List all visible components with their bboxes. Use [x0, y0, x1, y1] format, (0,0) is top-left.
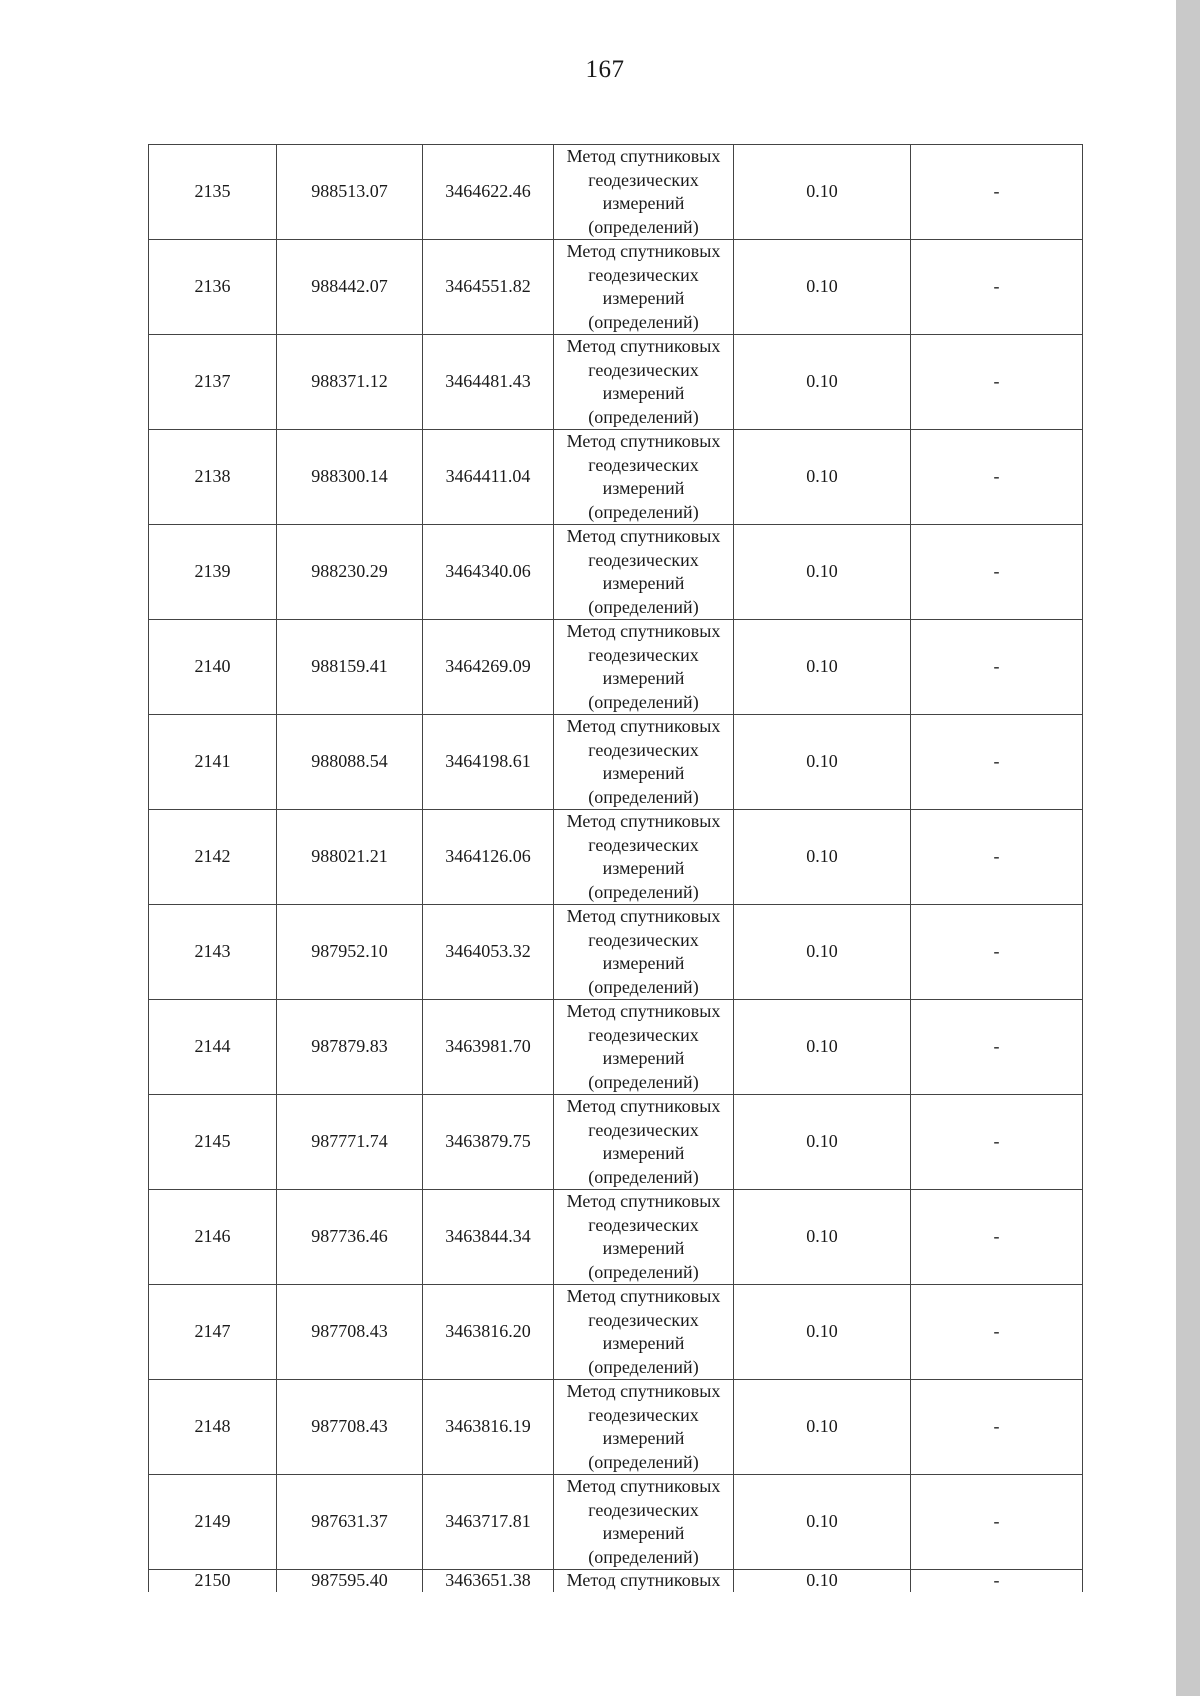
method-text-line: геодезических	[588, 1309, 699, 1330]
method-cell: Метод спутниковых	[554, 1570, 734, 1592]
y-coordinate-cell: 3464269.09	[423, 620, 554, 715]
method-cell	[554, 240, 734, 335]
table-row	[149, 335, 1083, 430]
method-text-line: измерений	[602, 1523, 685, 1543]
method-text-line: измерений	[602, 193, 685, 213]
method-text-line: геодезических	[588, 929, 699, 950]
table-row	[149, 1095, 1083, 1190]
method-cell	[554, 620, 734, 715]
accuracy-cell: 0.10	[734, 525, 911, 620]
method-text-line: измерений	[602, 668, 685, 688]
x-coordinate-cell: 988442.07	[277, 240, 423, 335]
method-text-line: Метод спутниковых	[566, 1191, 721, 1211]
method-text-line: измерений	[602, 1333, 685, 1353]
method-text-line: измерений	[602, 478, 685, 498]
x-coordinate-cell: 988088.54	[277, 715, 423, 810]
note-cell: -	[911, 1475, 1083, 1570]
x-coordinate-cell: 987771.74	[277, 1095, 423, 1190]
x-coordinate-cell: 987708.43	[277, 1380, 423, 1475]
method-cell	[554, 1380, 734, 1475]
table-row	[149, 905, 1083, 1000]
note-cell: -	[911, 335, 1083, 430]
note-cell: -	[911, 1190, 1083, 1285]
method-text-line: (определений)	[588, 1451, 699, 1472]
y-coordinate-cell: 3464126.06	[423, 810, 554, 905]
method-text-line: Метод спутниковых	[566, 716, 721, 736]
method-text-line: геодезических	[588, 264, 699, 285]
method-text-line: (определений)	[588, 311, 699, 332]
method-text-line: Метод спутниковых	[566, 431, 721, 451]
y-coordinate-cell: 3463717.81	[423, 1475, 554, 1570]
x-coordinate-cell: 988371.12	[277, 335, 423, 430]
method-cell	[554, 1285, 734, 1380]
x-coordinate-cell: 987595.40	[277, 1570, 423, 1592]
method-text-line: геодезических	[588, 1499, 699, 1520]
scan-edge-bar	[1176, 0, 1200, 1696]
method-text-line: (определений)	[588, 216, 699, 237]
note-cell: -	[911, 620, 1083, 715]
method-cell	[554, 810, 734, 905]
y-coordinate-cell: 3464340.06	[423, 525, 554, 620]
table-row	[149, 1380, 1083, 1475]
method-text-line: Метод спутниковых	[566, 811, 721, 831]
method-text-line: геодезических	[588, 454, 699, 475]
method-text-line: (определений)	[588, 1356, 699, 1377]
table-row	[149, 620, 1083, 715]
point-number-cell: 2138	[149, 430, 277, 525]
table-row	[149, 1285, 1083, 1380]
table-row	[149, 810, 1083, 905]
point-number-cell: 2144	[149, 1000, 277, 1095]
method-text-line: (определений)	[588, 1071, 699, 1092]
point-number-cell: 2149	[149, 1475, 277, 1570]
point-number-cell: 2137	[149, 335, 277, 430]
note-cell: -	[911, 525, 1083, 620]
method-text-line: Метод спутниковых	[566, 1096, 721, 1116]
x-coordinate-cell: 987879.83	[277, 1000, 423, 1095]
y-coordinate-cell: 3463651.38	[423, 1570, 554, 1592]
table-row	[149, 240, 1083, 335]
accuracy-cell: 0.10	[734, 1570, 911, 1592]
method-cell	[554, 1095, 734, 1190]
point-number-cell: 2145	[149, 1095, 277, 1190]
y-coordinate-cell: 3464411.04	[423, 430, 554, 525]
page-number: 167	[585, 56, 625, 83]
note-cell: -	[911, 905, 1083, 1000]
method-text-line: Метод спутниковых	[566, 1381, 721, 1401]
accuracy-cell: 0.10	[734, 715, 911, 810]
method-cell	[554, 1000, 734, 1095]
point-number-cell: 2135	[149, 145, 277, 240]
method-cell	[554, 145, 734, 240]
method-text-line: (определений)	[588, 881, 699, 902]
method-text-line: измерений	[602, 573, 685, 593]
method-text-line: геодезических	[588, 549, 699, 570]
method-cell	[554, 430, 734, 525]
method-text-line: геодезических	[588, 834, 699, 855]
note-cell: -	[911, 1380, 1083, 1475]
table-row	[149, 430, 1083, 525]
accuracy-cell: 0.10	[734, 1000, 911, 1095]
x-coordinate-cell: 988513.07	[277, 145, 423, 240]
accuracy-cell: 0.10	[734, 430, 911, 525]
method-text-line: измерений	[602, 858, 685, 878]
point-number-cell: 2141	[149, 715, 277, 810]
accuracy-cell: 0.10	[734, 145, 911, 240]
table-row	[149, 145, 1083, 240]
point-number-cell: 2136	[149, 240, 277, 335]
y-coordinate-cell: 3464622.46	[423, 145, 554, 240]
method-cell	[554, 1475, 734, 1570]
table-row	[149, 525, 1083, 620]
method-text-line: Метод спутниковых	[566, 336, 721, 356]
method-text-line: Метод спутниковых	[566, 146, 721, 166]
method-text-line: Метод спутниковых	[566, 906, 721, 926]
y-coordinate-cell: 3464053.32	[423, 905, 554, 1000]
point-number-cell: 2150	[149, 1570, 277, 1592]
table-row	[149, 715, 1083, 810]
method-text-line: (определений)	[588, 1166, 699, 1187]
method-text-line: Метод спутниковых	[566, 1286, 721, 1306]
accuracy-cell: 0.10	[734, 240, 911, 335]
y-coordinate-cell: 3464551.82	[423, 240, 554, 335]
accuracy-cell: 0.10	[734, 1285, 911, 1380]
table-row	[149, 1475, 1083, 1570]
accuracy-cell: 0.10	[734, 810, 911, 905]
accuracy-cell: 0.10	[734, 620, 911, 715]
method-text-line: Метод спутниковых	[566, 621, 721, 641]
note-cell: -	[911, 1285, 1083, 1380]
x-coordinate-cell: 987952.10	[277, 905, 423, 1000]
note-cell: -	[911, 430, 1083, 525]
method-text-line: (определений)	[588, 1546, 699, 1567]
method-text-line: геодезических	[588, 1119, 699, 1140]
method-text-line: геодезических	[588, 359, 699, 380]
x-coordinate-cell: 987736.46	[277, 1190, 423, 1285]
accuracy-cell: 0.10	[734, 905, 911, 1000]
x-coordinate-cell: 988230.29	[277, 525, 423, 620]
point-number-cell: 2140	[149, 620, 277, 715]
accuracy-cell: 0.10	[734, 1475, 911, 1570]
x-coordinate-cell: 987631.37	[277, 1475, 423, 1570]
method-text-line: измерений	[602, 1143, 685, 1163]
method-cell	[554, 335, 734, 430]
accuracy-cell: 0.10	[734, 335, 911, 430]
x-coordinate-cell: 988300.14	[277, 430, 423, 525]
method-text-line: (определений)	[588, 976, 699, 997]
accuracy-cell: 0.10	[734, 1095, 911, 1190]
y-coordinate-cell: 3463844.34	[423, 1190, 554, 1285]
method-text-line: геодезических	[588, 1214, 699, 1235]
y-coordinate-cell: 3463816.20	[423, 1285, 554, 1380]
method-cell	[554, 715, 734, 810]
method-text-line: (определений)	[588, 501, 699, 522]
note-cell: -	[911, 1095, 1083, 1190]
method-text-line: Метод спутниковых	[566, 1476, 721, 1496]
y-coordinate-cell: 3463816.19	[423, 1380, 554, 1475]
point-number-cell: 2142	[149, 810, 277, 905]
point-number-cell: 2146	[149, 1190, 277, 1285]
coordinates-table	[148, 144, 1083, 1592]
y-coordinate-cell: 3463879.75	[423, 1095, 554, 1190]
note-cell: -	[911, 810, 1083, 905]
x-coordinate-cell: 988021.21	[277, 810, 423, 905]
note-cell: -	[911, 240, 1083, 335]
y-coordinate-cell: 3464198.61	[423, 715, 554, 810]
method-text-line: (определений)	[588, 406, 699, 427]
y-coordinate-cell: 3464481.43	[423, 335, 554, 430]
method-text-line: измерений	[602, 1238, 685, 1258]
point-number-cell: 2148	[149, 1380, 277, 1475]
method-text-line: (определений)	[588, 596, 699, 617]
point-number-cell: 2143	[149, 905, 277, 1000]
table-row	[149, 1000, 1083, 1095]
method-text-line: (определений)	[588, 786, 699, 807]
method-text-line: геодезических	[588, 169, 699, 190]
method-cell	[554, 1190, 734, 1285]
method-text-line: геодезических	[588, 644, 699, 665]
accuracy-cell: 0.10	[734, 1380, 911, 1475]
method-text-line: Метод спутниковых	[566, 1001, 721, 1021]
point-number-cell: 2147	[149, 1285, 277, 1380]
method-text-line: геодезических	[588, 1404, 699, 1425]
method-text-line: измерений	[602, 383, 685, 403]
y-coordinate-cell: 3463981.70	[423, 1000, 554, 1095]
method-text-line: Метод спутниковых	[566, 526, 721, 546]
method-text-line: (определений)	[588, 1261, 699, 1282]
note-cell: -	[911, 715, 1083, 810]
accuracy-cell: 0.10	[734, 1190, 911, 1285]
method-text-line: измерений	[602, 1048, 685, 1068]
point-number-cell: 2139	[149, 525, 277, 620]
note-cell: -	[911, 145, 1083, 240]
x-coordinate-cell: 987708.43	[277, 1285, 423, 1380]
method-text-line: Метод спутниковых	[566, 241, 721, 261]
table-row-partial	[149, 1570, 1083, 1592]
x-coordinate-cell: 988159.41	[277, 620, 423, 715]
table-row	[149, 1190, 1083, 1285]
method-text-line: измерений	[602, 953, 685, 973]
method-cell	[554, 525, 734, 620]
method-cell	[554, 905, 734, 1000]
method-text-line: измерений	[602, 763, 685, 783]
note-cell: -	[911, 1000, 1083, 1095]
method-text-line: геодезических	[588, 1024, 699, 1045]
method-text-line: измерений	[602, 1428, 685, 1448]
note-cell: -	[911, 1570, 1083, 1592]
method-text-line: геодезических	[588, 739, 699, 760]
method-text-line: (определений)	[588, 691, 699, 712]
table-body	[149, 145, 1083, 1592]
method-text-line: измерений	[602, 288, 685, 308]
